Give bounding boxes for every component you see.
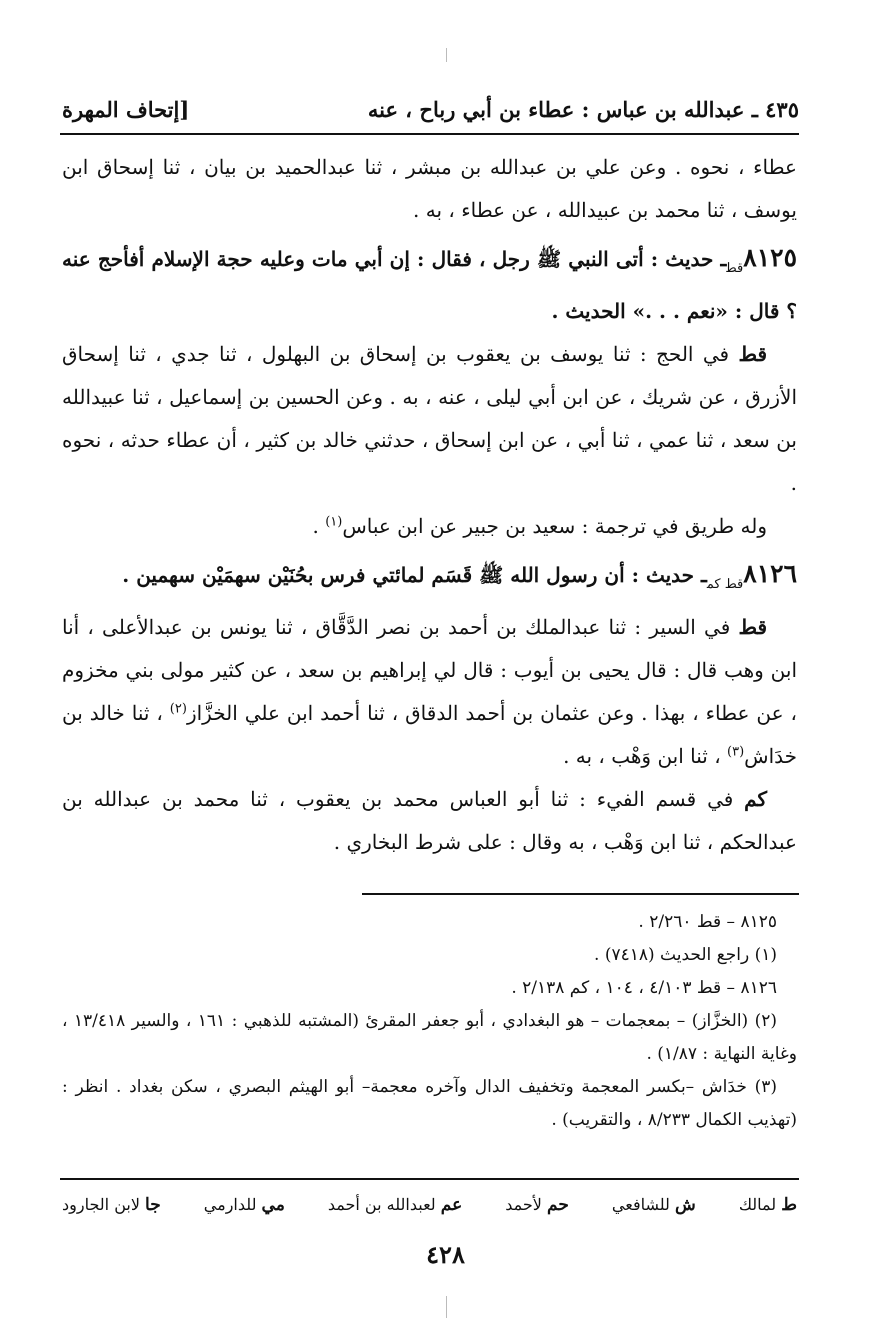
footnote: (٣) خدَاش –بكسر المعجمة وتخفيف الدال وآخره معجمة– أبو الهيثم البصري ، سكن بغداد . انظر : (تهذيب الكمال ٨/٢٣٣ ، والتقريب) . [62,1077,797,1130]
hadith-source-symbols: قط [726,261,744,276]
legend-abbr: عم [440,1195,463,1215]
running-header [62,82,799,122]
hadith-number: ٨١٢٦ [743,559,797,588]
legend-abbr: حم [547,1195,569,1215]
legend-item [328,1195,462,1215]
isnad-text: في السير : ثنا عبدالملك بن أحمد بن نصر الدَّقَّاق ، ثنا يونس بن عبدالأعلى ، أنا ابن وهب قال : قال يحيى بن أيوب : قال لي إبراهيم بن سعد ، عن كثير مولى بني مخزوم ، عن عطاء ، بهذا . وعن عثمان بن أحمد الدقاق ، ثنا أحمد ابن علي الخزَّاز [62,615,797,725]
legend-abbr: ش [675,1195,696,1215]
footnote: ٨١٢٦ – قط ٤/١٠٣ ، ١٠٤ ، كم ٢/١٣٨ . [511,978,777,998]
isnad-paragraph [62,606,797,778]
legend-item [505,1195,569,1215]
legend-rule [60,1178,799,1180]
cross-reference-end: . [312,514,326,538]
hadith-8125 [62,236,797,333]
footnote: (١) راجع الحديث (٧٤١٨) . [594,945,777,965]
isnad-text: ، ثنا ابن وَهْب ، به . [563,744,728,768]
isnad-text: في قسم الفيء : ثنا أبو العباس محمد بن يعقوب ، ثنا محمد بن عبدالله بن عبدالحكم ، ثنا ابن وَهْب ، به وقال : على شرط البخاري . [62,787,797,854]
legend-abbr: مي [261,1195,285,1215]
source-abbreviation: كم [744,787,767,811]
legend-item [204,1195,285,1215]
legend-label: لعبدالله بن أحمد [327,1195,441,1214]
legend-label: لمالك [738,1195,782,1214]
main-text [62,146,797,864]
footnote-ref: (١) [325,514,343,530]
binding-mark-bottom [446,1296,447,1318]
legend-label: لأحمد [505,1195,548,1214]
binding-mark-top [446,48,447,62]
cross-reference-text: وله طريق في ترجمة : سعيد بن جبير عن ابن عباس [342,514,767,538]
hadith-number: ٨١٢٥ [743,243,797,272]
legend-abbr: جا [145,1195,161,1215]
header-chapter-title: ٤٣٥ ـ عبدالله بن عباس : عطاء بن أبي رباح ، عنه [367,97,799,122]
hadith-8126 [62,552,797,606]
footnote-ref: (٣) [727,744,745,760]
header-book-title: [إتحاف المهرة [62,97,190,122]
legend-item [62,1195,161,1215]
footnotes-rule [362,893,799,895]
isnad-paragraph [62,333,797,505]
source-abbreviation: قط [738,615,767,639]
paragraph-continuation: عطاء ، نحوه . وعن علي بن عبدالله بن مبشر ، ثنا عبدالحميد بن بيان ، ثنا إسحاق ابن يوسف ، ثنا محمد بن عبيدالله ، عن عطاء ، به . [62,155,797,222]
legend-label: لابن الجارود [62,1195,146,1214]
footnote: (٢) (الخزَّاز) – بمعجمات – هو البغدادي ، أبو جعفر المقرئ (المشتبه للذهبي : ١٦١ ، والسير ١٣/٤١٨ ، وغاية النهاية : ١/٨٧) . [62,1011,797,1064]
header-rule [60,133,799,135]
hadith-text: ـ حديث : أتى النبي ﷺ رجل ، فقال : إن أبي مات وعليه حجة الإسلام أفأحج عنه ؟ قال : «نعم . . .» الحديث . [62,247,797,323]
footnotes [62,906,797,1137]
isnad-paragraph [62,778,797,864]
legend-label: للشافعي [611,1195,675,1214]
isnad-text: في الحج : ثنا يوسف بن يعقوب بن إسحاق بن البهلول ، ثنا جدي ، ثنا إسحاق الأزرق ، عن شريك ، عن ابن أبي ليلى ، عنه ، به . وعن الحسين بن إسماعيل ، ثنا عبيدالله بن سعد ، ثنا عمي ، ثنا أبي ، عن ابن إسحاق ، حدثني خالد بن كثير ، أن عطاء حدثه ، نحوه . [62,342,797,495]
page-number: ٤٢٨ [426,1240,465,1269]
hadith-text: ـ حديث : أن رسول الله ﷺ قَسَم لمائتي فرس بحُنَيْن سهمَيْن سهمين . [122,563,707,587]
legend-item [739,1195,797,1215]
cross-reference-paragraph [62,505,797,548]
source-abbreviation: قط [738,342,767,366]
legend-item [612,1195,696,1215]
legend-abbr: ط [781,1195,797,1215]
isnad-text: ، ثنا خالد بن خدَاش [62,701,797,768]
footnote: ٨١٢٥ – قط ٢/٢٦٠ . [638,912,777,932]
footnote-ref: (٢) [169,701,187,717]
hadith-source-symbols: قط كم [706,577,744,592]
legend-label: للدارمي [203,1195,262,1214]
abbreviation-legend [62,1188,797,1222]
